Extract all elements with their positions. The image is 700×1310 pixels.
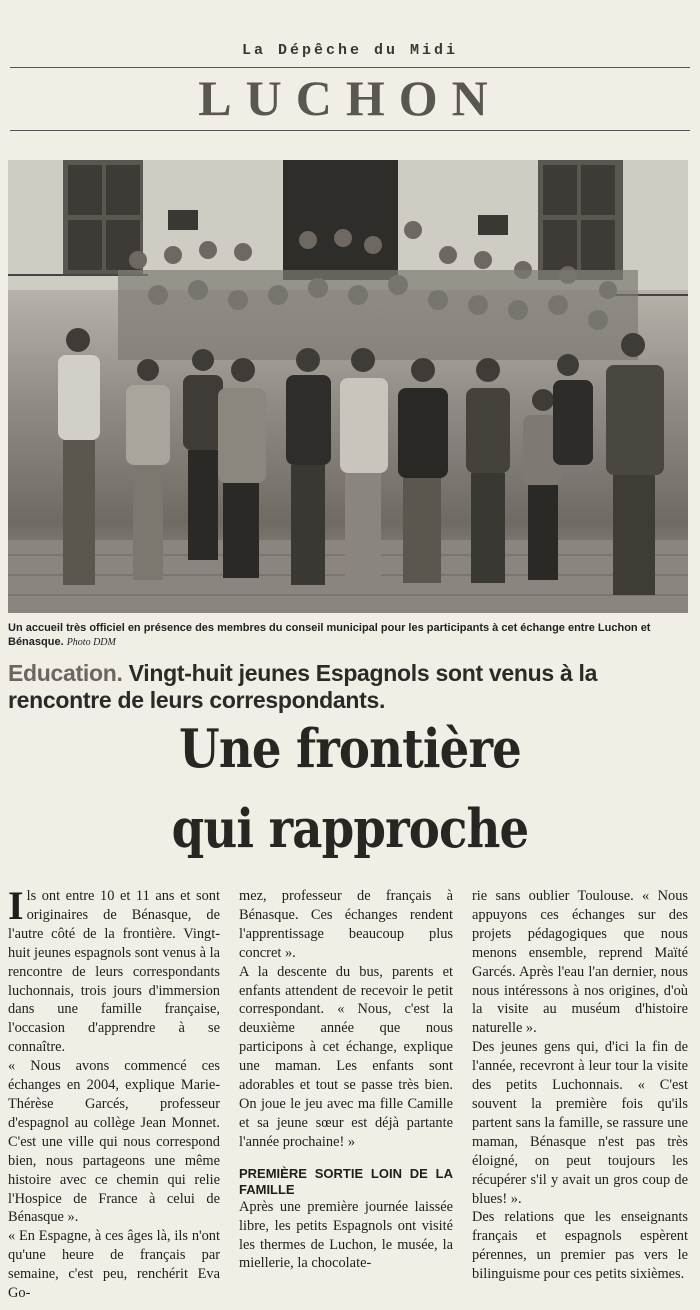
photo-caption: [8, 621, 692, 650]
article-paragraph: Après une première journée laissée libre, les petits Espagnols ont visité les thermes de Luchon, le musée, la miellerie, la chocolate-: [239, 1198, 453, 1272]
article-paragraph: Des jeunes gens qui, d'ici la fin de l'année, recevront à leur tour la visite des petits Luchonnais. « C'est souvent la première fois qu'ils partent sans la famille, se rassure une maman, Bénasque n'est pas très éloigné, on peut toujours les récupérer s'il y avait un gros coup de blues! ».: [472, 1039, 688, 1207]
article-deck: [8, 660, 698, 714]
masthead-rule-bottom: [10, 130, 690, 131]
group-photo-icon: [8, 160, 688, 613]
article-paragraph: Des relations que les enseignants français et espagnols espèrent pérennes, un premier pas vers le bilinguisme pour ces petits sixièmes.: [472, 1209, 688, 1283]
article-crosshead: PREMIÈRE SORTIE LOIN DE LA FAMILLE: [239, 1165, 453, 1197]
headline-line-2: qui rapproche: [171, 798, 529, 860]
section-title: LUCHON: [198, 70, 502, 126]
photo-credit: Photo DDM: [66, 637, 116, 648]
article-paragraph: « Nous avons commencé ces échanges en 2004, explique Marie-Thérèse Garcés, professeur d'espagnol au collège Jean Monnet. C'est une ville qui nous correspond bien, nous partageons une même histoire avec ce chemin qui relie l'Hospice de France à celui de Bénasque ».: [8, 1058, 220, 1226]
article-paragraph: rie sans oublier Toulouse. « Nous appuyons ces échanges sur des projets pédagogiques que nous menons ensemble, reprend Maïté Garcés. Après l'eau l'an dernier, nous nous intéressons à nos origines, d'où la visite au muséum d'histoire naturelle ».: [472, 888, 688, 1037]
deck-kicker: Education.: [8, 660, 123, 686]
article-paragraph: « En Espagne, à ces âges là, ils n'ont qu'une heure de français par semaine, c'est peu, renchérit Eva Go-: [8, 1228, 220, 1302]
newspaper-name: La Dépêche du Midi: [241, 42, 459, 59]
article-column-2: [239, 887, 453, 1273]
article-column-3: [472, 887, 688, 1284]
deck-text: Vingt-huit jeunes Espagnols sont venus à la rencontre de leurs correspondants.: [8, 660, 598, 713]
article-paragraph: Ils ont entre 10 et 11 ans et sont originaires de Bénasque, de l'autre côté de la frontière. Vingt-huit jeunes espagnols sont venus à la rencontre de leurs correspondants luchonnais, trois jours d'immersion dans une famille française, l'occasion d'apprendre à se connaître.: [8, 883, 220, 1056]
article-paragraph: mez, professeur de français à Bénasque. Ces échanges rendent l'apprentissage beaucoup plus concret ».: [239, 888, 453, 961]
drop-cap: I: [8, 883, 24, 928]
group-photo: [8, 160, 688, 613]
photo-caption-text: Un accueil très officiel en présence des membres du conseil municipal pour les participants à cet échange entre Luchon et Bénasque.: [8, 622, 651, 648]
article-paragraph: A la descente du bus, parents et enfants attendent de recevoir le petit correspondant. « Nous, c'est la deuxième année que nous participons à cet échange, explique une maman. Les enfants sont adorables et tout se passe très bien. On joue le jeu avec ma fille Camille et sa jeune sœur est déjà partante l'année prochaine! »: [239, 963, 453, 1150]
headline-line-1: Une frontière: [179, 718, 521, 780]
article-column-1: [8, 883, 220, 1303]
